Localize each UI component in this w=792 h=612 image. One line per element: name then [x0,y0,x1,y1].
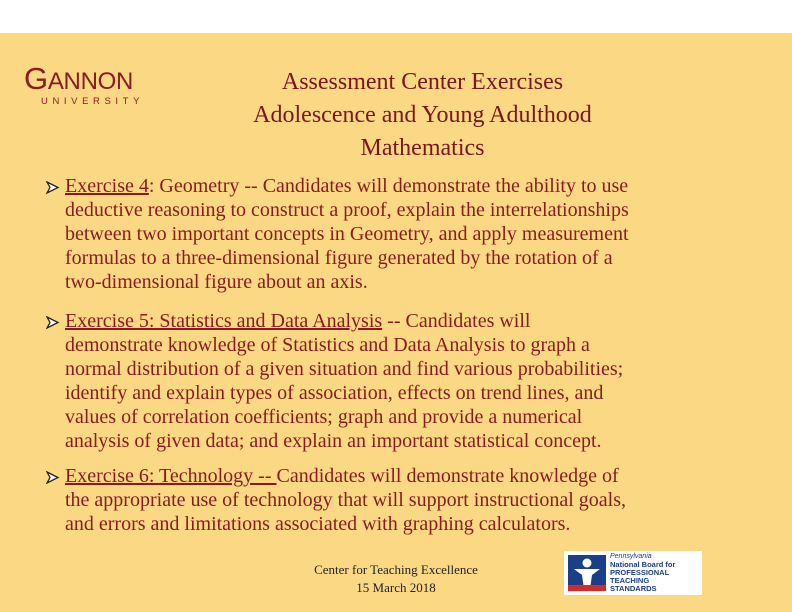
footer-date: 15 March 2018 [356,580,436,595]
arrow-bullet-icon [46,181,60,194]
slide-title [200,66,645,165]
title-line-1: Assessment Center Exercises [281,69,564,95]
exercise-6-label: Exercise 6: Technology -- [65,465,277,487]
teacher-figure-icon [568,555,606,591]
exercise-4-label: Exercise 4 [65,175,149,197]
exercise-4-item: Exercise 4: Geometry -- Candidates will demonstrate the ability to use deductive reasoning to construct a proof, explain the interrelationships between two important concepts in Geometry, and apply measurement formulas to a three-dimensional figure generated by the rotation of a two-dimensional figure about an axis. [46,174,756,294]
exercise-6-item: Exercise 6: Technology -- Candidates will demonstrate knowledge of the appropriate use of technology that will support instructional goals, and errors and limitations associated with graphing calculators. [46,464,626,536]
title-line-2: Adolescence and Young Adulthood [253,102,592,128]
exercise-5-label: Exercise 5: Statistics and Data Analysis [65,310,383,332]
exercise-list [46,174,756,535]
footer [290,561,502,597]
badge-text: National Board for PROFESSIONAL TEACHING STANDARDS [610,560,676,593]
badge-state: Pennsylvania [610,553,652,560]
gannon-logo [24,61,159,108]
exercise-5-item: Exercise 5: Statistics and Data Analysis -- Candidates will demonstrate knowledge of Statistics and Data Analysis to graph a normal distribution of a given situation and find various probabilities; identify and explain types of association, effects on trend lines, and values of correlation coefficients; graph and provide a numerical analysis of given data; and explain an important statistical concept. [46,309,623,453]
arrow-bullet-icon [46,471,60,484]
nbpts-logo [564,551,702,595]
arrow-bullet-icon [46,316,60,329]
footer-org: Center for Teaching Excellence [314,562,478,577]
title-line-3: Mathematics [360,135,485,161]
logo-wordmark: GANNON [24,61,134,96]
logo-subtitle: UNIVERSITY [41,96,145,107]
